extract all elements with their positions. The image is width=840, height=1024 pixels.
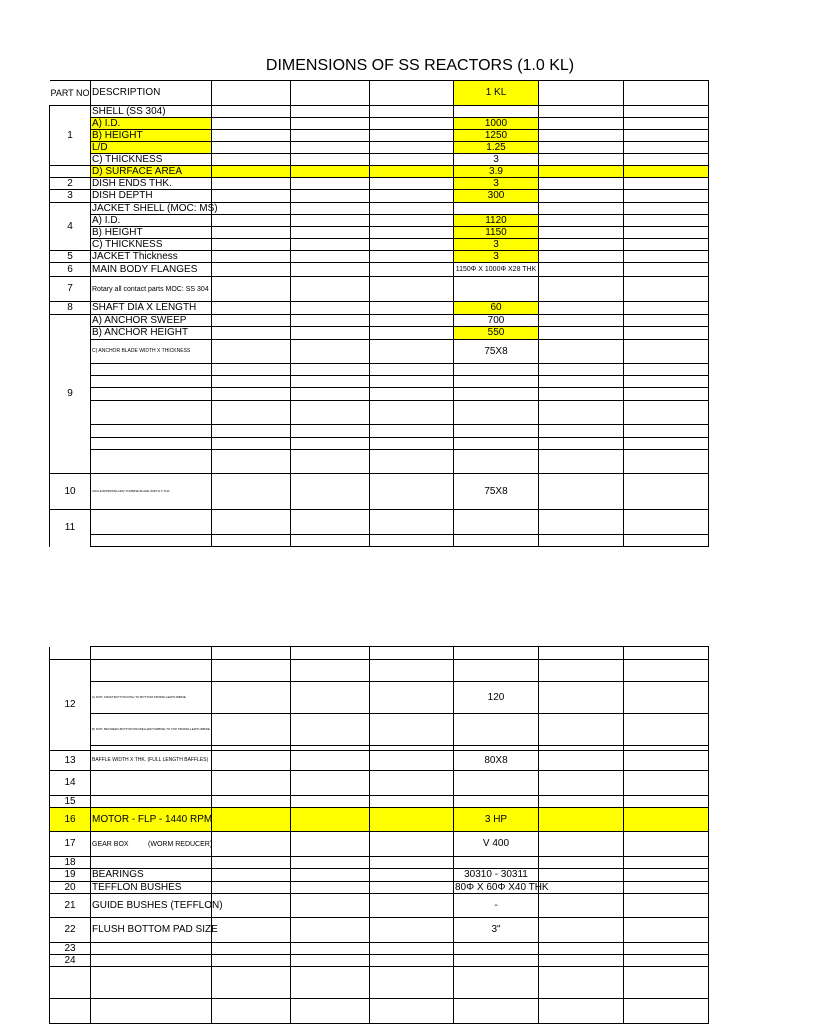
part-number: 2: [50, 178, 91, 190]
table-row: DISH ENDS THK.: [91, 178, 212, 190]
table-row: A) DIST. FROM BOTTOM DISH TO BOTTOM PROPELLER/TURBINE: [91, 682, 212, 714]
table-row: MAIN BODY FLANGES: [91, 263, 212, 277]
part-number: 3: [50, 190, 91, 203]
cell-value: 1120: [454, 215, 539, 227]
cell-value: 120: [454, 682, 539, 714]
cell-value: -: [454, 894, 539, 918]
part-number: 12: [50, 660, 91, 751]
table-row: L/D: [91, 142, 212, 154]
capacity-header: 1 KL: [454, 81, 539, 106]
part-number: 7: [50, 277, 91, 302]
cell-value: 3": [454, 918, 539, 943]
table-row: A) I.D.: [91, 215, 212, 227]
cell-value: 3.9: [454, 166, 539, 178]
part-number: 20: [50, 882, 91, 894]
table-row: GEAR BOX (WORM REDUCER): [91, 832, 212, 857]
part-no-header: PART NO: [50, 81, 91, 106]
part-number: 23: [50, 943, 91, 955]
part-number: 6: [50, 263, 91, 277]
part-number: 13: [50, 751, 91, 771]
cell-value: V 400: [454, 832, 539, 857]
cell-value: 3: [454, 178, 539, 190]
table-row: DISH DEPTH: [91, 190, 212, 203]
part-number: 10: [50, 474, 91, 510]
dimensions-table-continued: [49, 646, 709, 1024]
cell-value: 75X8: [454, 474, 539, 510]
part-number: 8: [50, 302, 91, 315]
cell-value: 60: [454, 302, 539, 315]
part-number: 9: [50, 315, 91, 474]
page-title: DIMENSIONS OF SS REACTORS (1.0 KL): [265, 57, 575, 74]
cell-value: 1000: [454, 118, 539, 130]
table-row: C) THICKNESS: [91, 239, 212, 251]
table-row: FLUSH BOTTOM PAD SIZE: [91, 918, 212, 943]
table-row: SHELL (SS 304): [91, 106, 212, 118]
table-row: BAFFLE WIDTH X THK. (FULL LENGTH BAFFLES): [91, 751, 212, 771]
description-header: DESCRIPTION: [91, 81, 212, 106]
cell-value: 3: [454, 251, 539, 263]
cell-value: 1150Φ X 1000Φ X28 THK: [454, 263, 539, 277]
table-row: B) DIST. BETWEEN BOTTOM PROPELLER/TURBINE TO TOP PROPELLER/TURBINE: [91, 714, 212, 746]
cell-value: 30310 - 30311: [454, 869, 539, 882]
cell-value: 1.25: [454, 142, 539, 154]
table-row: Rotary all contact parts MOC: SS 304: [91, 277, 212, 302]
table-row: B) HEIGHT: [91, 227, 212, 239]
table-row: TEFFLON BUSHES: [91, 882, 212, 894]
table-row: MOTOR - FLP - 1440 RPM: [91, 808, 212, 832]
part-number: 17: [50, 832, 91, 857]
table-row: C) THICKNESS: [91, 154, 212, 166]
part-number: 14: [50, 771, 91, 796]
table-row: BEARINGS: [91, 869, 212, 882]
part-number: 4: [50, 203, 91, 251]
part-number: 24: [50, 955, 91, 967]
table-row: JACKET Thickness: [91, 251, 212, 263]
part-number: 19: [50, 869, 91, 882]
table-row: JACKET SHELL (MOC: MS): [92, 202, 218, 214]
part-number: 1: [50, 106, 91, 166]
part-number: 16: [50, 808, 91, 832]
cell-value: 80Φ X 60Φ X40 THK: [455, 881, 549, 893]
table-row: ANCHOR/PROPELLER/ TURBINE BLADE WIDTH X THK.: [91, 474, 212, 510]
part-number: 5: [50, 251, 91, 263]
cell-value: 300: [454, 190, 539, 203]
table-row: SHAFT DIA X LENGTH: [91, 302, 212, 315]
cell-value: 3 HP: [454, 808, 539, 832]
part-number: 18: [50, 857, 91, 869]
part-number: 21: [50, 894, 91, 918]
cell-value: 3: [454, 154, 539, 166]
part-number: 11: [50, 510, 91, 547]
part-number: 22: [50, 918, 91, 943]
header-row: [50, 81, 709, 106]
table-row: B) ANCHOR HEIGHT: [91, 327, 212, 340]
cell-value: 80X8: [454, 751, 539, 771]
dimensions-table: [49, 80, 709, 547]
cell-value: 1150: [454, 227, 539, 239]
table-row: A) I.D.: [91, 118, 212, 130]
table-row: D) SURFACE AREA: [91, 166, 212, 178]
cell-value: 700: [454, 315, 539, 327]
table-row: C) ANCHOR BLADE WIDTH X THICKNESS: [91, 340, 212, 364]
table-row: A) ANCHOR SWEEP: [91, 315, 212, 327]
cell-value: 550: [454, 327, 539, 340]
cell-value: 1250: [454, 130, 539, 142]
cell-value: 75X8: [454, 340, 539, 364]
cell-value: 3: [454, 239, 539, 251]
part-number: 15: [50, 796, 91, 808]
table-row: GUIDE BUSHES (TEFFLON): [91, 894, 212, 918]
table-row: B) HEIGHT: [91, 130, 212, 142]
